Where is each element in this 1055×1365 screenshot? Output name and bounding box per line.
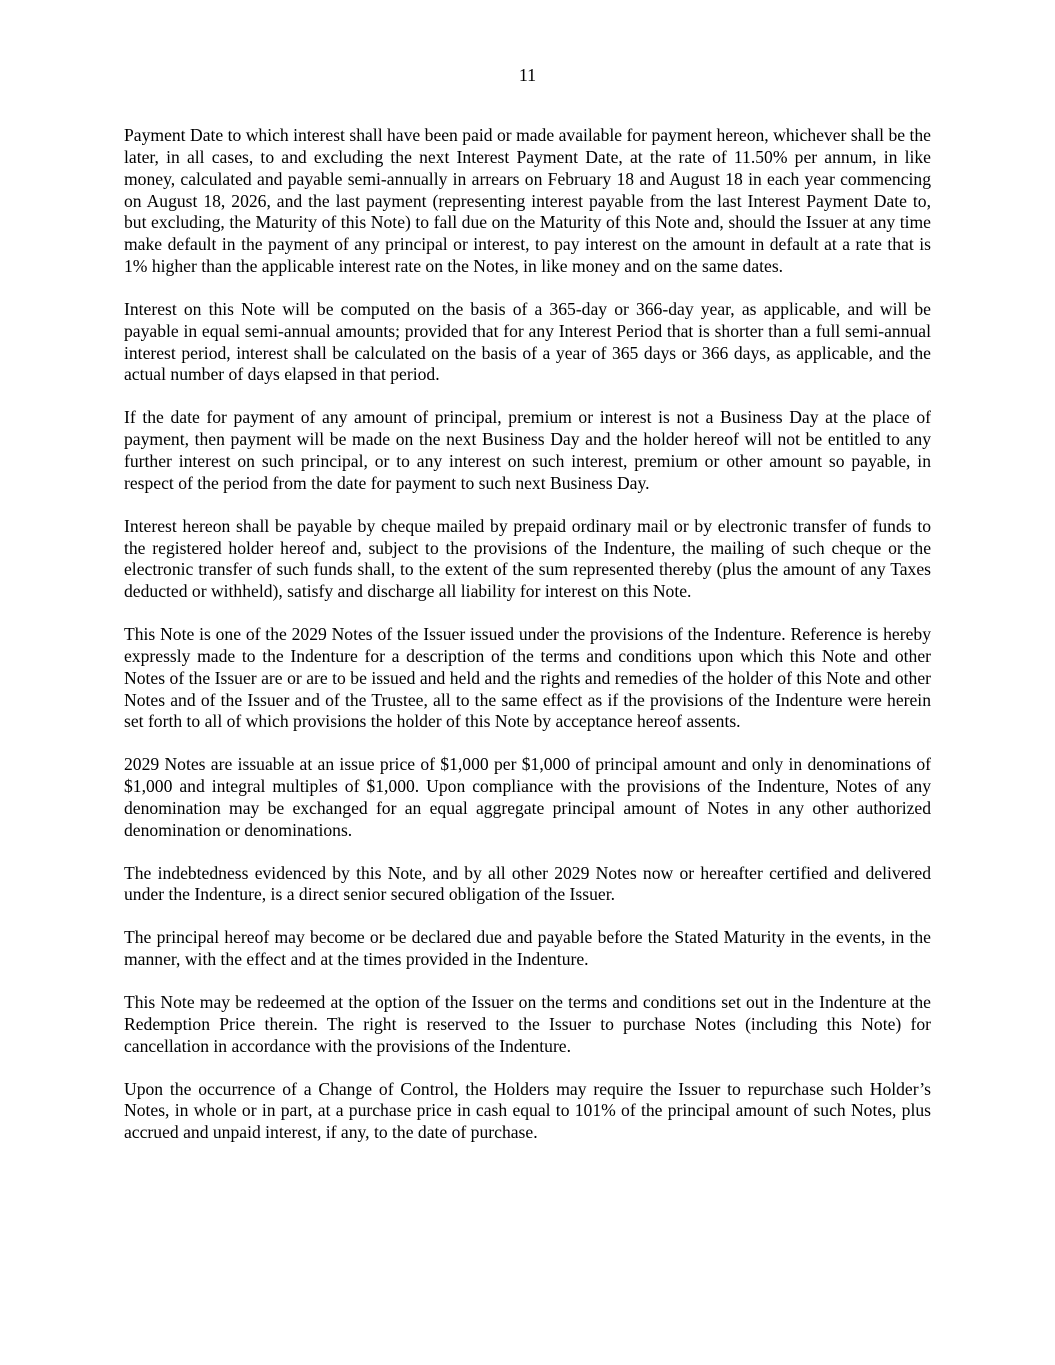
paragraph-interest-computation: Interest on this Note will be computed on the basis of a 365-day or 366-day year, as applicable, and will be payable in equal semi-annual amounts; provided that for any Interest Period that is shorter than a full semi-annual interest period, interest shall be calculated on the basis of a year of 365 days or 366 days, as applicable, and the actual number of days elapsed in that period. (124, 298, 931, 385)
document-body (124, 125, 931, 1165)
paragraph-change-of-control: Upon the occurrence of a Change of Control, the Holders may require the Issuer to repurchase such Holder’s Notes, in whole or in part, at a purchase price in cash equal to 101% of the principal amount of such Notes, plus accrued and unpaid interest, if any, to the date of purchase. (124, 1078, 931, 1143)
paragraph-redemption: This Note may be redeemed at the option of the Issuer on the terms and conditions set out in the Indenture at the Redemption Price therein. The right is reserved to the Issuer to purchase Notes (including this Note) for cancellation in accordance with the provisions of the Indenture. (124, 992, 931, 1056)
paragraph-senior-secured: The indebtedness evidenced by this Note, and by all other 2029 Notes now or hereafter certified and delivered under the Indenture, is a direct senior secured obligation of the Issuer. (124, 862, 931, 905)
paragraph-payment-method: Interest hereon shall be payable by cheque mailed by prepaid ordinary mail or by electronic transfer of funds to the registered holder hereof and, subject to the provisions of the Indenture, the mailing of such cheque or the electronic transfer of such funds shall, to the extent of the sum represented thereby (plus the amount of any Taxes deducted or withheld), satisfy and discharge all liability for interest on this Note. (124, 515, 931, 602)
page-number: 11 (518, 65, 537, 85)
paragraph-denominations: 2029 Notes are issuable at an issue price of $1,000 per $1,000 of principal amount and only in denominations of $1,000 and integral multiples of $1,000. Upon compliance with the provisions of the Indenture, Notes of any denomination may be exchanged for an equal aggregate principal amount of Notes in any other authorized denomination or denominations. (124, 754, 931, 840)
paragraph-indenture-reference: This Note is one of the 2029 Notes of the Issuer issued under the provisions of the Indenture. Reference is hereby expressly made to the Indenture for a description of the terms and conditions upon which this Note and other Notes of the Issuer are or are to be issued and held and the rights and remedies of the holder of this Note and other Notes and of the Issuer and of the Trustee, all to the same effect as if the provisions of the Indenture were herein set forth to all of which provisions the holder of this Note by acceptance hereof assents. (124, 624, 931, 732)
paragraph-interest-rate: Payment Date to which interest shall have been paid or made available for payment hereon, whichever shall be the later, in all cases, to and excluding the next Interest Payment Date, at the rate of 11.50% per annum, in like money, calculated and payable semi-annually in arrears on February 18 and August 18 in each year commencing on August 18, 2026, and the last payment (representing interest payable from the last Interest Payment Date to, but excluding, the Maturity of this Note) to fall due on the Maturity of this Note and, should the Issuer at any time make default in the payment of any principal or interest, to pay interest on the amount in default at a rate that is 1% higher than the applicable interest rate on the Notes, in like money and on the same dates. (124, 125, 931, 277)
paragraph-acceleration: The principal hereof may become or be declared due and payable before the Stated Maturity in the events, in the manner, with the effect and at the times provided in the Indenture. (124, 927, 931, 970)
paragraph-business-day: If the date for payment of any amount of principal, premium or interest is not a Business Day at the place of payment, then payment will be made on the next Business Day and the holder hereof will not be entitled to any further interest on such principal, or to any interest on such interest, premium or other amount so payable, in respect of the period from the date for payment to such next Business Day. (124, 407, 931, 493)
